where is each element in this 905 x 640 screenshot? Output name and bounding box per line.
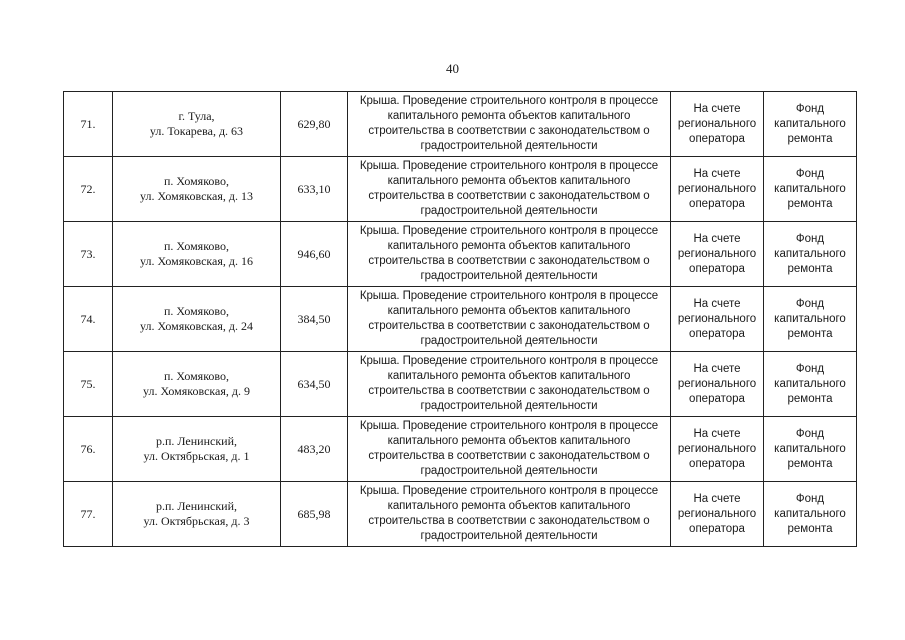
area-cell-value: 633,10	[297, 181, 331, 196]
address-cell-line: р.п. Ленинский,	[155, 499, 238, 513]
account-cell-line: регионального	[677, 377, 757, 390]
work-description-cell-line: градостроительной деятельности	[420, 465, 598, 477]
address-cell-line: ул. Октябрьская, д. 1	[143, 449, 250, 463]
funding-source-cell	[764, 222, 857, 287]
work-description-cell-line: строительства в соответствии с законодательством о	[368, 515, 650, 527]
work-description-cell-line: капитального ремонта объектов капитального	[387, 110, 631, 122]
row-number-value: 73.	[80, 246, 96, 261]
work-description-cell-line: строительства в соответствии с законодательством о	[368, 320, 650, 332]
account-cell-line: оператора	[689, 522, 745, 535]
account-cell-line: На счете	[693, 167, 741, 180]
account-cell-line: регионального	[677, 507, 757, 520]
funding-source-cell-line: ремонта	[787, 392, 833, 405]
account-cell-line: оператора	[689, 197, 745, 210]
work-description-cell-line: градостроительной деятельности	[420, 400, 598, 412]
work-description-cell-line: строительства в соответствии с законодательством о	[368, 190, 650, 202]
address-cell-line: г. Тула,	[178, 109, 215, 123]
address-cell-line: ул. Токарева, д. 63	[149, 124, 244, 138]
work-description-cell-line: градостроительной деятельности	[420, 335, 598, 347]
work-description-cell	[348, 482, 671, 547]
capital-repair-table	[63, 91, 857, 547]
funding-source-cell	[764, 417, 857, 482]
account-cell-line: оператора	[689, 132, 745, 145]
work-description-cell-line: Крыша. Проведение строительного контроля в процессе	[359, 485, 659, 497]
account-cell-line: регионального	[677, 247, 757, 260]
work-description-cell-line: строительства в соответствии с законодательством о	[368, 450, 650, 462]
work-description-cell-line: строительства в соответствии с законодательством о	[368, 255, 650, 267]
work-description-cell-line: капитального ремонта объектов капитального	[387, 175, 631, 187]
address-cell-line: п. Хомяково,	[163, 304, 230, 318]
row-number	[64, 222, 113, 287]
table-row	[64, 222, 857, 287]
work-description-cell-line: Крыша. Проведение строительного контроля в процессе	[359, 355, 659, 367]
area-cell	[281, 352, 348, 417]
funding-source-cell-line: Фонд	[795, 427, 825, 440]
funding-source-cell-line: Фонд	[795, 362, 825, 375]
table-row	[64, 287, 857, 352]
account-cell-line: На счете	[693, 362, 741, 375]
funding-source-cell-line: капитального	[774, 312, 846, 325]
account-cell-line: оператора	[689, 262, 745, 275]
account-cell	[671, 222, 764, 287]
work-description-cell	[348, 157, 671, 222]
account-cell	[671, 417, 764, 482]
area-cell	[281, 157, 348, 222]
funding-source-cell-line: капитального	[774, 442, 846, 455]
account-cell	[671, 482, 764, 547]
funding-source-cell-line: Фонд	[795, 102, 825, 115]
work-description-cell-line: градостроительной деятельности	[420, 140, 598, 152]
work-description-cell	[348, 417, 671, 482]
funding-source-cell-line: капитального	[774, 182, 846, 195]
account-cell-line: На счете	[693, 492, 741, 505]
row-number	[64, 352, 113, 417]
funding-source-cell-line: Фонд	[795, 297, 825, 310]
address-cell	[113, 157, 281, 222]
address-cell	[113, 417, 281, 482]
address-cell	[113, 352, 281, 417]
funding-source-cell-line: Фонд	[795, 232, 825, 245]
work-description-cell-line: Крыша. Проведение строительного контроля в процессе	[359, 290, 659, 302]
address-cell	[113, 287, 281, 352]
table-row	[64, 482, 857, 547]
address-cell-line: ул. Октябрьская, д. 3	[143, 514, 250, 528]
table-row	[64, 352, 857, 417]
work-description-cell	[348, 287, 671, 352]
account-cell-line: регионального	[677, 117, 757, 130]
address-cell-line: п. Хомяково,	[163, 239, 230, 253]
address-cell-line: ул. Хомяковская, д. 24	[140, 319, 253, 333]
funding-source-cell-line: ремонта	[787, 327, 833, 340]
account-cell	[671, 157, 764, 222]
funding-source-cell-line: Фонд	[795, 167, 825, 180]
funding-source-cell-line: ремонта	[787, 522, 833, 535]
account-cell-line: На счете	[693, 297, 741, 310]
row-number	[64, 92, 113, 157]
work-description-cell-line: Крыша. Проведение строительного контроля в процессе	[359, 95, 659, 107]
address-cell-line: ул. Хомяковская, д. 13	[140, 189, 253, 203]
work-description-cell-line: градостроительной деятельности	[420, 270, 598, 282]
address-cell	[113, 482, 281, 547]
area-cell-value: 384,50	[297, 311, 331, 326]
row-number-value: 77.	[80, 506, 96, 521]
account-cell	[671, 352, 764, 417]
row-number	[64, 157, 113, 222]
table-row	[64, 157, 857, 222]
funding-source-cell-line: капитального	[774, 247, 846, 260]
account-cell	[671, 287, 764, 352]
funding-source-cell	[764, 157, 857, 222]
area-cell-value: 685,98	[297, 506, 331, 521]
row-number-value: 76.	[80, 441, 96, 456]
funding-source-cell	[764, 352, 857, 417]
area-cell	[281, 482, 348, 547]
row-number-value: 71.	[80, 116, 96, 131]
row-number-value: 75.	[80, 376, 96, 391]
funding-source-cell-line: ремонта	[787, 457, 833, 470]
account-cell-line: регионального	[677, 182, 757, 195]
row-number	[64, 287, 113, 352]
address-cell-line: ул. Хомяковская, д. 9	[143, 384, 250, 398]
work-description-cell-line: строительства в соответствии с законодательством о	[368, 125, 650, 137]
area-cell-value: 483,20	[297, 441, 331, 456]
funding-source-cell-line: капитального	[774, 117, 846, 130]
address-cell-line: ул. Хомяковская, д. 16	[140, 254, 253, 268]
funding-source-cell	[764, 287, 857, 352]
table-row	[64, 92, 857, 157]
work-description-cell-line: Крыша. Проведение строительного контроля в процессе	[359, 420, 659, 432]
funding-source-cell-line: капитального	[774, 377, 846, 390]
address-cell-line: п. Хомяково,	[163, 369, 230, 383]
table-row	[64, 417, 857, 482]
funding-source-cell-line: капитального	[774, 507, 846, 520]
funding-source-cell	[764, 92, 857, 157]
funding-source-cell-line: ремонта	[787, 197, 833, 210]
row-number	[64, 417, 113, 482]
row-number	[64, 482, 113, 547]
funding-source-cell-line: ремонта	[787, 262, 833, 275]
account-cell-line: оператора	[689, 457, 745, 470]
area-cell-value: 946,60	[297, 246, 331, 261]
row-number-value: 72.	[80, 181, 96, 196]
work-description-cell	[348, 352, 671, 417]
account-cell-line: регионального	[677, 442, 757, 455]
account-cell-line: регионального	[677, 312, 757, 325]
row-number-value: 74.	[80, 311, 96, 326]
work-description-cell-line: строительства в соответствии с законодательством о	[368, 385, 650, 397]
address-cell	[113, 92, 281, 157]
area-cell-value: 634,50	[297, 376, 331, 391]
area-cell	[281, 287, 348, 352]
work-description-cell-line: капитального ремонта объектов капитального	[387, 370, 631, 382]
funding-source-cell-line: ремонта	[787, 132, 833, 145]
work-description-cell-line: Крыша. Проведение строительного контроля в процессе	[359, 160, 659, 172]
work-description-cell-line: градостроительной деятельности	[420, 205, 598, 217]
account-cell-line: На счете	[693, 232, 741, 245]
address-cell-line: п. Хомяково,	[163, 174, 230, 188]
address-cell	[113, 222, 281, 287]
work-description-cell-line: капитального ремонта объектов капитального	[387, 435, 631, 447]
account-cell-line: На счете	[693, 427, 741, 440]
account-cell	[671, 92, 764, 157]
work-description-cell	[348, 92, 671, 157]
area-cell	[281, 222, 348, 287]
account-cell-line: оператора	[689, 392, 745, 405]
work-description-cell-line: капитального ремонта объектов капитального	[387, 240, 631, 252]
area-cell	[281, 92, 348, 157]
work-description-cell-line: Крыша. Проведение строительного контроля в процессе	[359, 225, 659, 237]
funding-source-cell-line: Фонд	[795, 492, 825, 505]
account-cell-line: оператора	[689, 327, 745, 340]
work-description-cell-line: капитального ремонта объектов капитального	[387, 305, 631, 317]
work-description-cell-line: градостроительной деятельности	[420, 530, 598, 542]
address-cell-line: р.п. Ленинский,	[155, 434, 238, 448]
area-cell	[281, 417, 348, 482]
funding-source-cell	[764, 482, 857, 547]
page-number: 40	[446, 61, 459, 76]
work-description-cell-line: капитального ремонта объектов капитального	[387, 500, 631, 512]
area-cell-value: 629,80	[297, 116, 331, 131]
account-cell-line: На счете	[693, 102, 741, 115]
table-body	[64, 92, 857, 547]
work-description-cell	[348, 222, 671, 287]
